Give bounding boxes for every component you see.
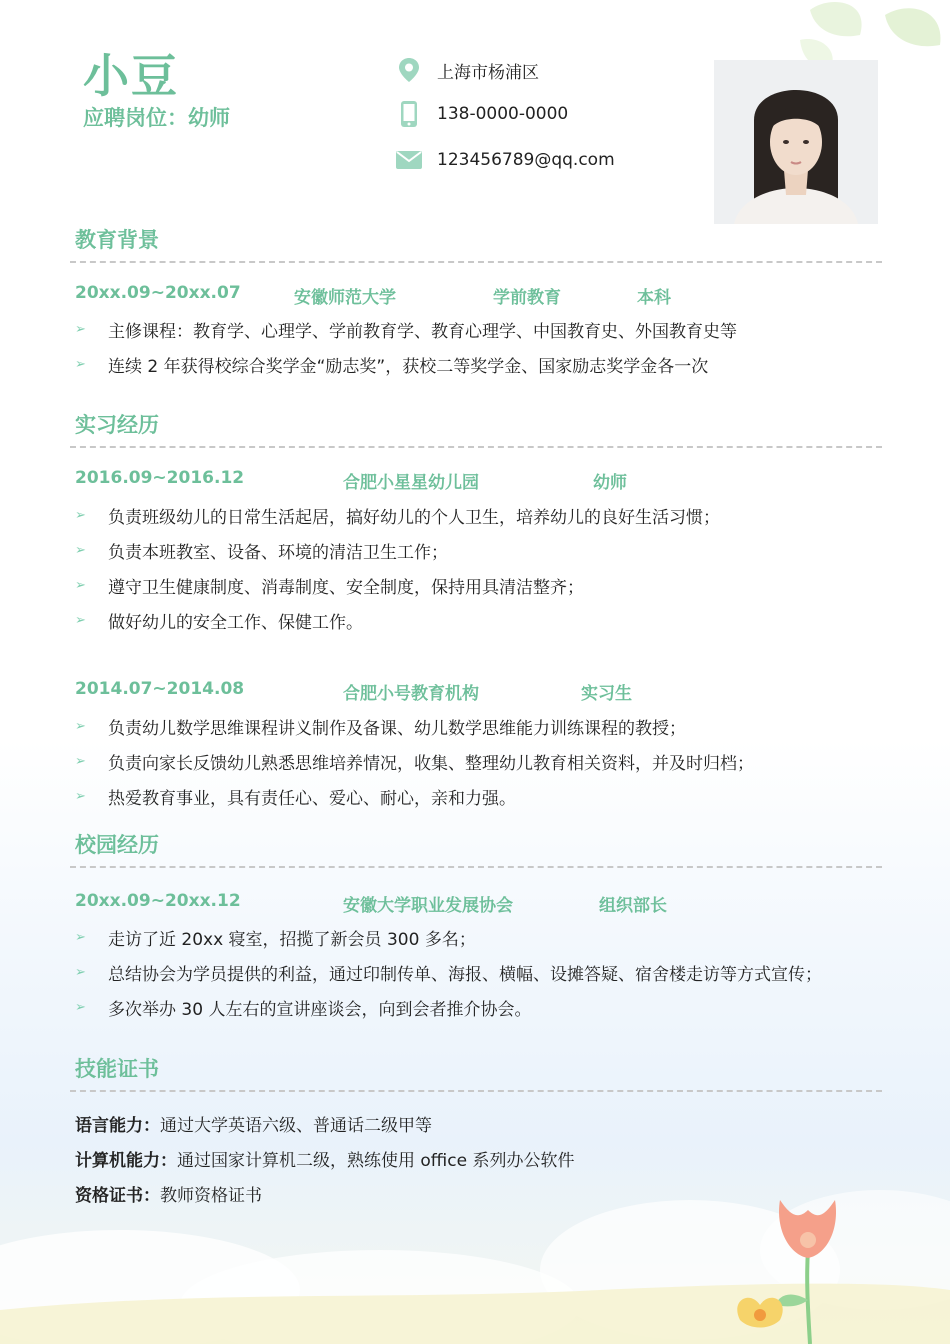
education-title: 教育背景 [75, 228, 159, 252]
education-school: 安徽师范大学 [294, 288, 396, 308]
campus-period: 20xx.09~20xx.12 [75, 891, 241, 911]
phone-text: 138-0000-0000 [437, 104, 569, 124]
skill-computer: 计算机能力：通过国家计算机二级，熟练使用 office 系列办公软件 [75, 1151, 575, 1171]
list-item: ➢ 多次举办 30 人左右的宣讲座谈会，向到会者推介协会。 [75, 999, 532, 1020]
chevron-right-icon: ➢ [75, 999, 86, 1015]
internship-divider [70, 446, 882, 448]
chevron-right-icon: ➢ [75, 577, 86, 593]
chevron-right-icon: ➢ [75, 929, 86, 945]
chevron-right-icon: ➢ [75, 964, 86, 980]
job-org: 合肥小号教育机构 [343, 684, 479, 704]
list-item: ➢ 负责班级幼儿的日常生活起居，搞好幼儿的个人卫生，培养幼儿的良好生活习惯； [75, 507, 720, 528]
location-pin-icon [396, 57, 422, 83]
skill-certificate: 资格证书：教师资格证书 [75, 1186, 262, 1206]
chevron-right-icon: ➢ [75, 321, 86, 337]
list-item: ➢ 总结协会为学员提供的利益，通过印制传单、海报、横幅、设摊答疑、宿舍楼走访等方式宣传； [75, 964, 822, 985]
chevron-right-icon: ➢ [75, 788, 86, 804]
list-item: ➢ 做好幼儿的安全工作、保健工作。 [75, 612, 363, 633]
list-item: ➢ 热爱教育事业，具有责任心、爱心、耐心，亲和力强。 [75, 788, 516, 809]
chevron-right-icon: ➢ [75, 753, 86, 769]
address-text: 上海市杨浦区 [437, 62, 539, 83]
flower-decoration [720, 1180, 880, 1344]
mobile-phone-icon [396, 101, 422, 127]
education-period: 20xx.09~20xx.07 [75, 283, 241, 303]
contact-phone [396, 99, 568, 129]
campus-org: 安徽大学职业发展协会 [343, 896, 513, 916]
chevron-right-icon: ➢ [75, 542, 86, 558]
contact-email [396, 145, 615, 175]
candidate-name: 小豆 [83, 49, 179, 103]
envelope-icon [396, 147, 422, 173]
profile-photo [714, 60, 878, 224]
chevron-right-icon: ➢ [75, 612, 86, 628]
campus-role: 组织部长 [599, 896, 667, 916]
list-item: ➢ 负责本班教室、设备、环境的清洁卫生工作； [75, 542, 448, 563]
chevron-right-icon: ➢ [75, 507, 86, 523]
contact-address [396, 55, 539, 85]
education-divider [70, 261, 882, 263]
job-role: 实习生 [581, 684, 632, 704]
job-period: 2016.09~2016.12 [75, 468, 245, 488]
list-item: ➢ 走访了近 20xx 寝室，招揽了新会员 300 多名； [75, 929, 476, 950]
job-role: 幼师 [593, 473, 627, 493]
job-period: 2014.07~2014.08 [75, 679, 245, 699]
list-item: ➢ 遵守卫生健康制度、消毒制度、安全制度，保持用具清洁整齐； [75, 577, 584, 598]
email-text: 123456789@qq.com [437, 150, 615, 170]
list-item: ➢ 负责幼儿数学思维课程讲义制作及备课、幼儿数学思维能力训练课程的教授； [75, 718, 686, 739]
job-applied: 应聘岗位：幼师 [83, 106, 230, 130]
skills-title: 技能证书 [75, 1057, 159, 1081]
campus-title: 校园经历 [75, 833, 159, 857]
campus-divider [70, 866, 882, 868]
skill-language: 语言能力：通过大学英语六级、普通话二级甲等 [75, 1116, 432, 1136]
list-item: ➢ 负责向家长反馈幼儿熟悉思维培养情况，收集、整理幼儿教育相关资料，并及时归档； [75, 753, 754, 774]
education-degree: 本科 [637, 288, 671, 308]
chevron-right-icon: ➢ [75, 718, 86, 734]
internship-title: 实习经历 [75, 413, 159, 437]
job-org: 合肥小星星幼儿园 [343, 473, 479, 493]
skills-divider [70, 1090, 882, 1092]
list-item: ➢ 连续 2 年获得校综合奖学金“励志奖”，获校二等奖学金、国家励志奖学金各一次 [75, 356, 709, 377]
education-major: 学前教育 [493, 288, 561, 308]
list-item: ➢ 主修课程：教育学、心理学、学前教育学、教育心理学、中国教育史、外国教育史等 [75, 321, 737, 342]
chevron-right-icon: ➢ [75, 356, 86, 372]
